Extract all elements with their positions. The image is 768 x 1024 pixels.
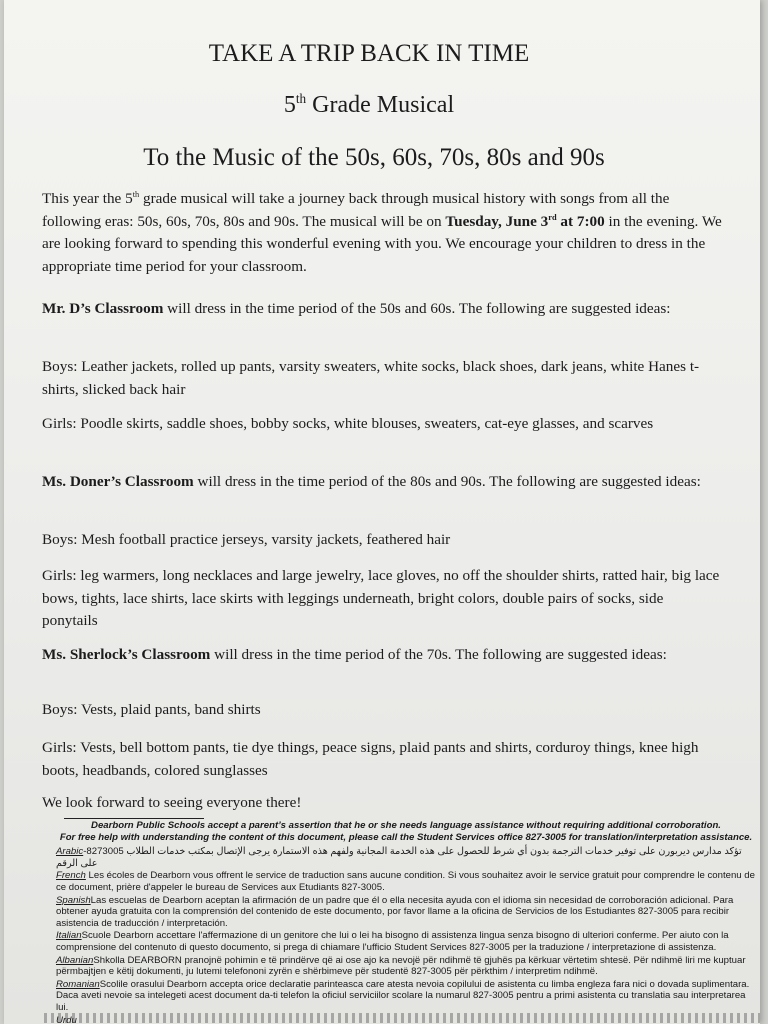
event-date	[445, 213, 604, 230]
class-2-girls: Girls: leg warmers, long necklaces and large jewelry, lace gloves, no off the shoulder shirts, ratted hair, big lace bows, tights, lace shirts, lace skirts with leggings underneath, bright colors, double pairs of socks, side ponytails	[42, 567, 720, 629]
class-2-heading	[42, 471, 722, 494]
class-1-girls: Girls: Poodle skirts, saddle shoes, bobby socks, white blouses, sweaters, cat-eye glasses, and scarves	[42, 415, 654, 432]
footer-divider	[64, 818, 204, 819]
footer-notice	[56, 820, 756, 843]
lang-label-albanian: Albanian	[56, 954, 94, 966]
event-date-b: at 7:00	[556, 212, 605, 230]
class-2-desc: will dress in the time period of the 80s and 90s. The following are suggested ideas:	[193, 473, 701, 490]
footer-italian	[56, 930, 756, 953]
intro-text-c: in the evening. We are looking forward to spending this wonderful evening with you. We encourage your children to dress in the appropriate time period for your classroom.	[42, 212, 722, 275]
event-date-a: Tuesday, June 3	[445, 212, 549, 230]
flyer-subtitle-music: To the Music of the 50s, 60s, 70s, 80s and 90s	[143, 144, 605, 171]
footer-romanian	[56, 979, 756, 1014]
intro-sup: th	[132, 189, 140, 199]
lang-label-romanian: Romanian	[56, 978, 100, 990]
footer-notice-2: For free help with understanding the content of this document, please call the Student Services office 827-3005 for translation/interpretation assistance.	[59, 831, 753, 843]
lang-label-urdu: Urdu	[56, 1014, 77, 1024]
event-date-sup: rd	[548, 212, 557, 222]
language-assistance-footer	[56, 818, 756, 1024]
class-1-name: Mr. D’s Classroom	[42, 300, 164, 317]
class-3-desc: will dress in the time period of the 70s. The following are suggested ideas:	[210, 646, 667, 663]
class-1-desc: will dress in the time period of the 50s and 60s. The following are suggested ideas:	[163, 300, 671, 317]
closing-line: We look forward to seeing everyone there!	[42, 794, 302, 811]
class-3-name: Ms. Sherlock’s Classroom	[42, 646, 211, 663]
italian-text: Scuole Dearborn accettare l'affermazione di un genitore che lui o lei ha bisogno di assistenza lingua senza bisogno di ulteriori conferme. Per aiuto con la comprensione del contenuto di questo documento, si prega di chiamare l'ufficio Student Services 827-3005 per la traduzione / interpretazione di assistenza.	[56, 930, 729, 953]
cut-off-urdu-text	[44, 1013, 760, 1023]
arabic-text: -8273005 تؤكد مدارس ديربورن على توفير خدمات الترجمة بدون أي شرط للحصول على هذه الخدمة المجانية ولفهم هذه الاستمارة يرجى الإتصال بمكتب خدمات الطلاب على الرقم	[56, 846, 742, 869]
footer-spanish	[56, 895, 756, 930]
lang-label-italian: Italian	[56, 930, 82, 942]
lang-label-spanish: Spanish	[56, 894, 91, 906]
class-1-boys: Boys: Leather jackets, rolled up pants, varsity sweaters, white socks, black shoes, dark jeans, white Hanes t-shirts, slicked back hair	[42, 358, 700, 398]
footer-french	[56, 870, 756, 893]
romanian-text: Scolile orasului Dearborn accepta orice declaratie parinteasca care atesta nevoia copilului de asistenta cu limba engleza fara nici o dovada suplimentara. Daca aveti nevoie sa intelegeti acest document da-ti telefon la oficiul serviciilor scolare la numarul 827-3005 pentru a primi asistenta cu translatia sau interpretarea lui.	[56, 978, 750, 1013]
spanish-text: Las escuelas de Dearborn aceptan la afirmación de un padre que él o ella necesita ayuda con el idioma sin necesidad de corroboración adicional. Para obtener ayuda gratuita con la comprensión del contenido de este documento, por favor llame a la oficina de Servicios de los Estudiantes 827-3005 para recibir asistencia de traducción / interpretación.	[56, 894, 734, 929]
class-2-boys: Boys: Mesh football practice jerseys, varsity jackets, feathered hair	[42, 531, 451, 548]
flyer-subtitle	[4, 92, 734, 119]
intro-text-b: grade musical will take a journey back through musical history with songs from all the following eras: 50s, 60s, 70s, 80s and 90s. The musical will be on	[42, 190, 670, 230]
class-3-heading	[42, 644, 722, 667]
class-3-boys: Boys: Vests, plaid pants, band shirts	[42, 701, 261, 718]
class-2-name: Ms. Doner’s Classroom	[42, 473, 194, 490]
footer-albanian	[56, 955, 756, 978]
grade-number: 5	[283, 92, 296, 118]
footer-notice-1: Dearborn Public Schools accept a parent’s assertion that he or she needs language assistance without requiring additional corroboration.	[91, 820, 721, 831]
class-1-heading	[42, 298, 722, 321]
flyer-title: TAKE A TRIP BACK IN TIME	[208, 40, 530, 67]
albanian-text: Shkolla DEARBORN pranojnë pohimin e të prindërve që ai ose ajo ka nevojë për ndihmë të gjuhës pa kërkuar vërtetim shtesë. Për ndihmë liri me kuptuar përmbajtjen e këtij dokumenti, ju lutemi telefononi zyrën e shërbimeve për studentë 827-3005 për përkthim / interpretim ndihmë.	[56, 954, 746, 978]
footer-arabic	[56, 846, 756, 869]
lang-label-french: French	[56, 870, 86, 882]
subtitle-rest: Grade Musical	[306, 92, 455, 118]
lang-label-arabic: Arabic	[56, 846, 84, 858]
french-text: Les écoles de Dearborn vous offrent le service de traduction sans aucune condition. Si vous souhaitez avoir le service gratuit pour comprendre le contenu de ce document, prière d'appeler le bureau de Services aux Etudiants 827-3005.	[56, 870, 755, 893]
intro-paragraph	[42, 188, 722, 278]
class-3-girls: Girls: Vests, bell bottom pants, tie dye things, peace signs, plaid pants and shirts, corduroy things, knee high boots, headbands, colored sunglasses	[42, 739, 699, 779]
intro-text-a: This year the 5	[42, 190, 133, 207]
flyer-sheet	[4, 0, 760, 1024]
grade-suffix: th	[295, 91, 307, 106]
